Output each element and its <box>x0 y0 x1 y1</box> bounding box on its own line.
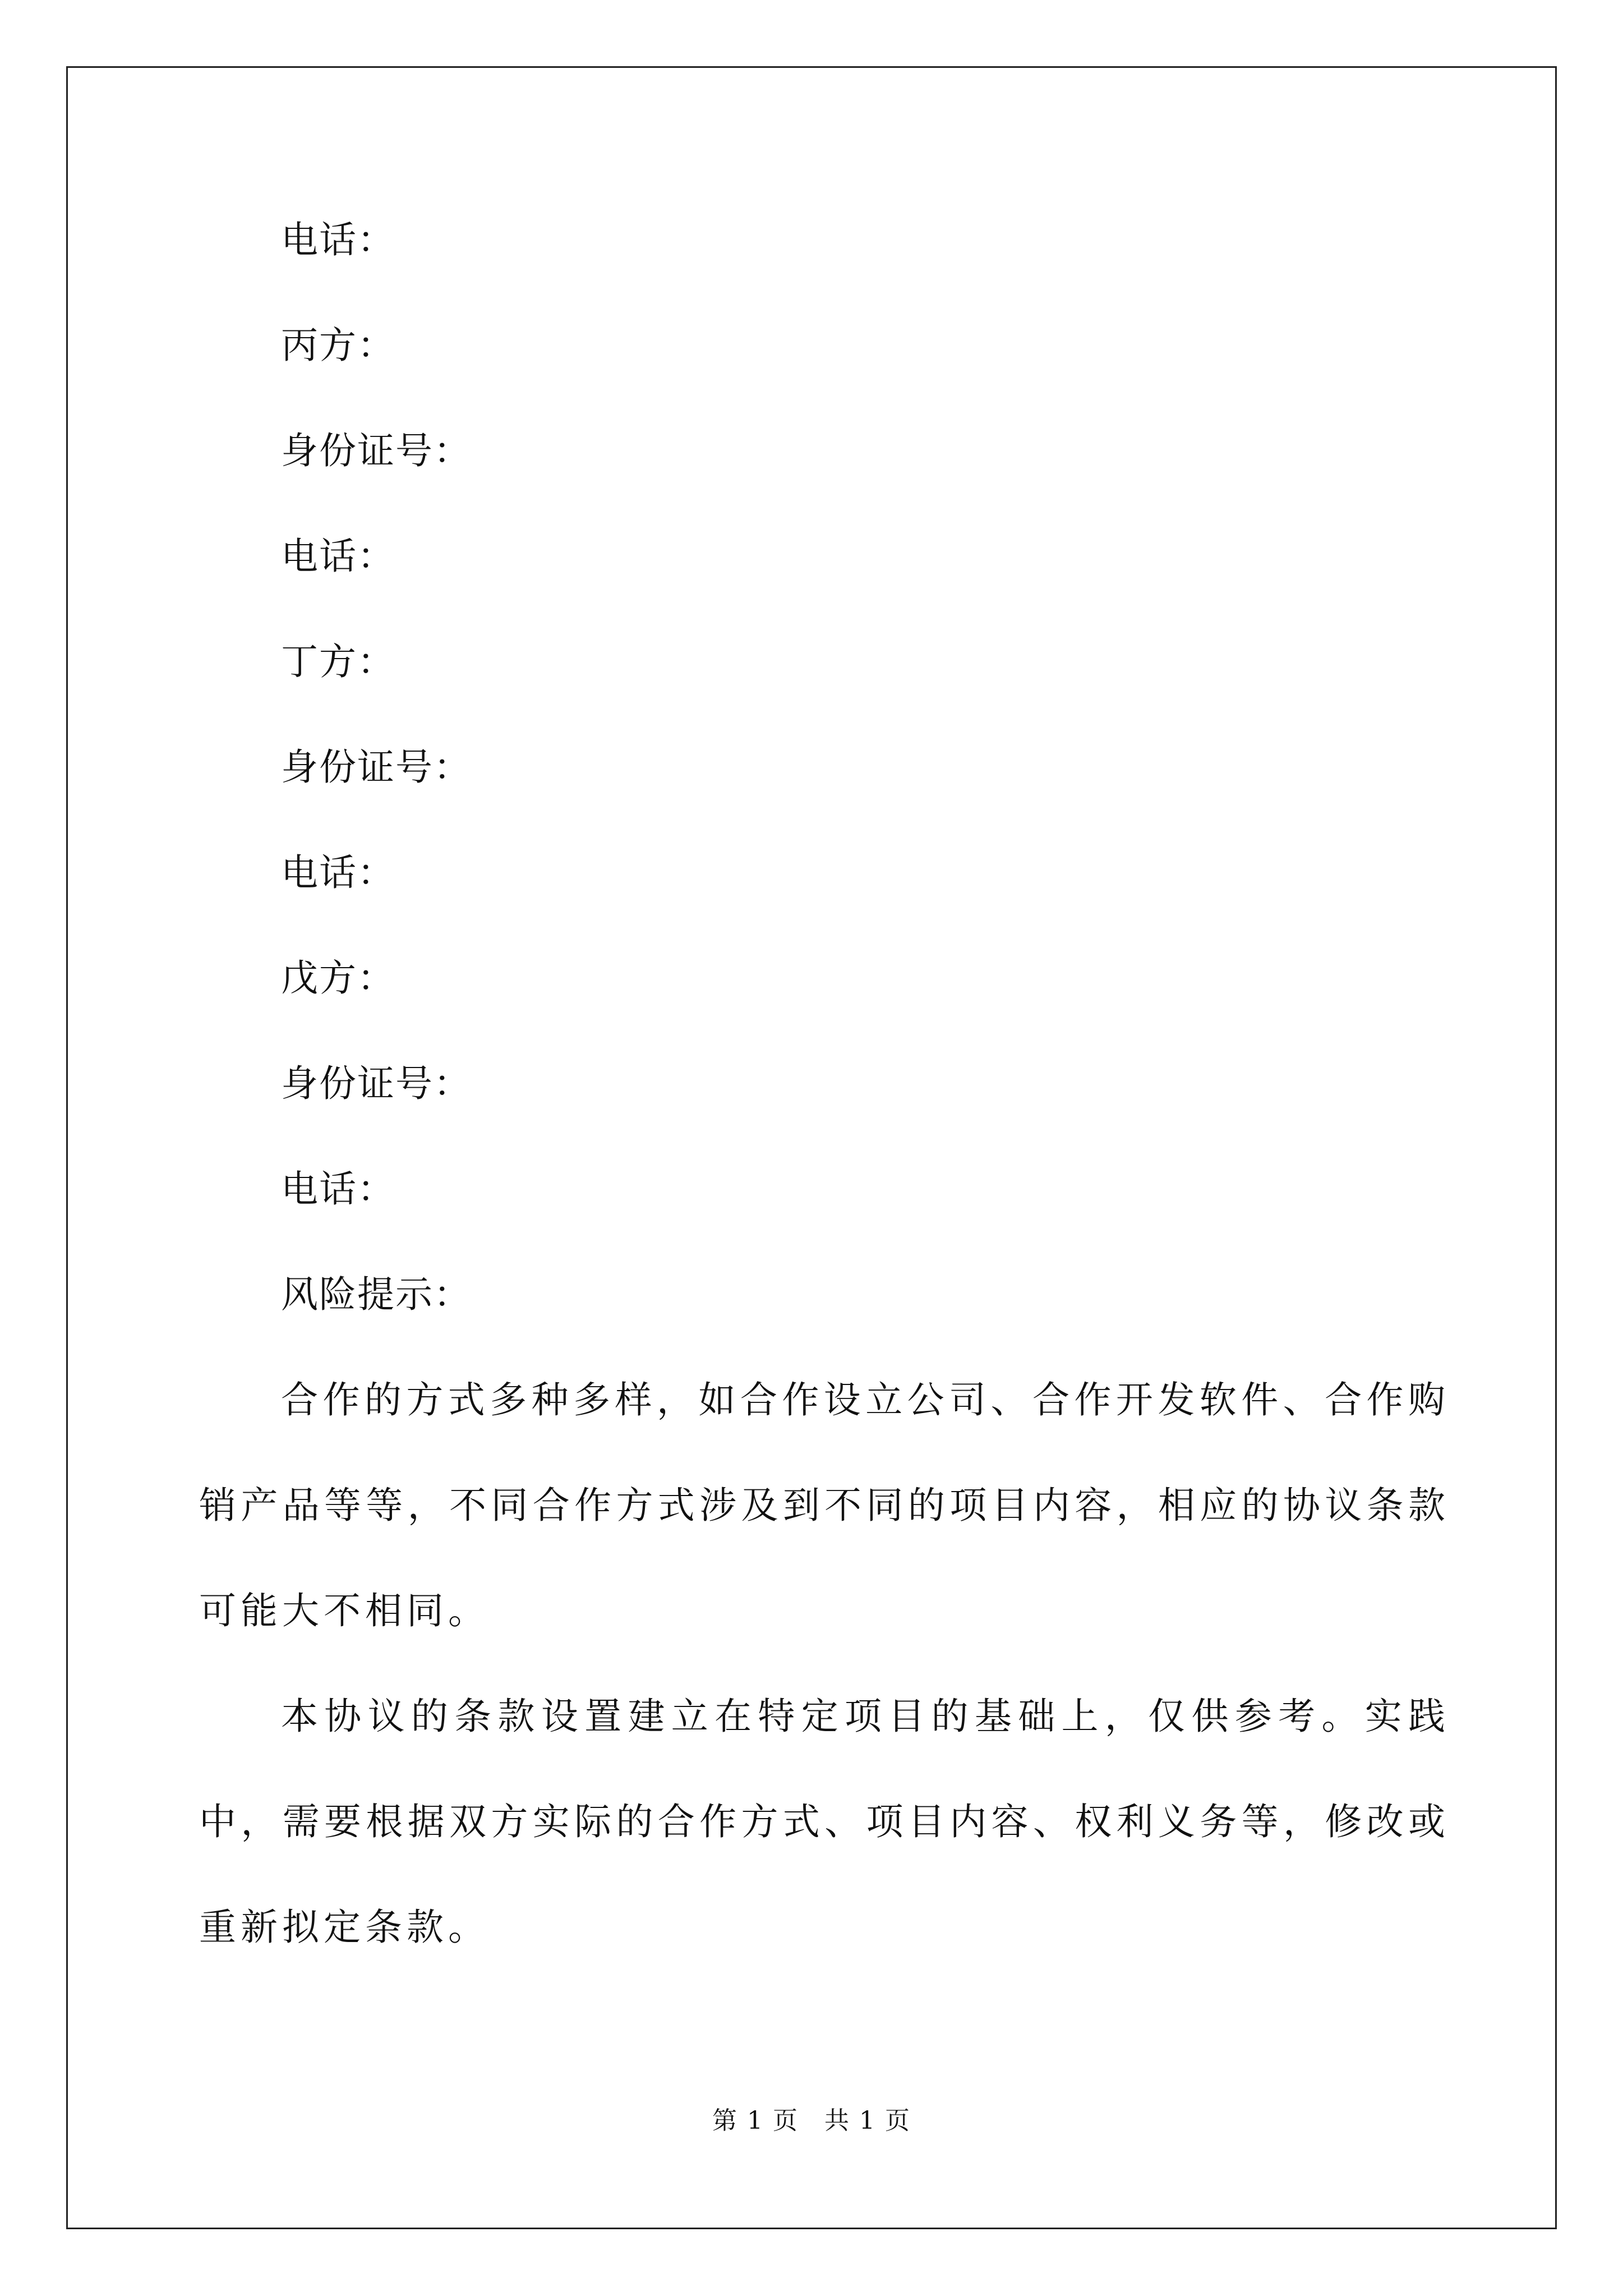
document-body <box>199 218 1450 1980</box>
field-party-d: 丁方： <box>281 640 395 683</box>
field-id-number: 身份证号： <box>281 429 472 472</box>
field-id-number: 身份证号： <box>281 1062 472 1105</box>
field-phone: 电话： <box>281 851 395 894</box>
field-party-e: 戊方： <box>281 956 395 1000</box>
risk-paragraph: 本协议的条款设置建立在特定项目的基础上，仅供参考。实践中，需要根据双方实际的合作方式、项目内容、权利义务等，修改或重新拟定条款。 <box>199 1695 1450 1949</box>
field-phone: 电话： <box>281 218 395 261</box>
risk-notice-heading: 风险提示： <box>281 1273 472 1316</box>
field-phone: 电话： <box>281 535 395 578</box>
field-party-c: 丙方： <box>281 324 395 367</box>
page-footer: 第 1 页 共 1 页 <box>712 2106 911 2135</box>
risk-paragraph: 合作的方式多种多样，如合作设立公司、合作开发软件、合作购销产品等等，不同合作方式涉及到不同的项目内容，相应的协议条款可能大不相同。 <box>199 1378 1450 1632</box>
field-id-number: 身份证号： <box>281 746 472 789</box>
field-phone: 电话： <box>281 1167 395 1211</box>
